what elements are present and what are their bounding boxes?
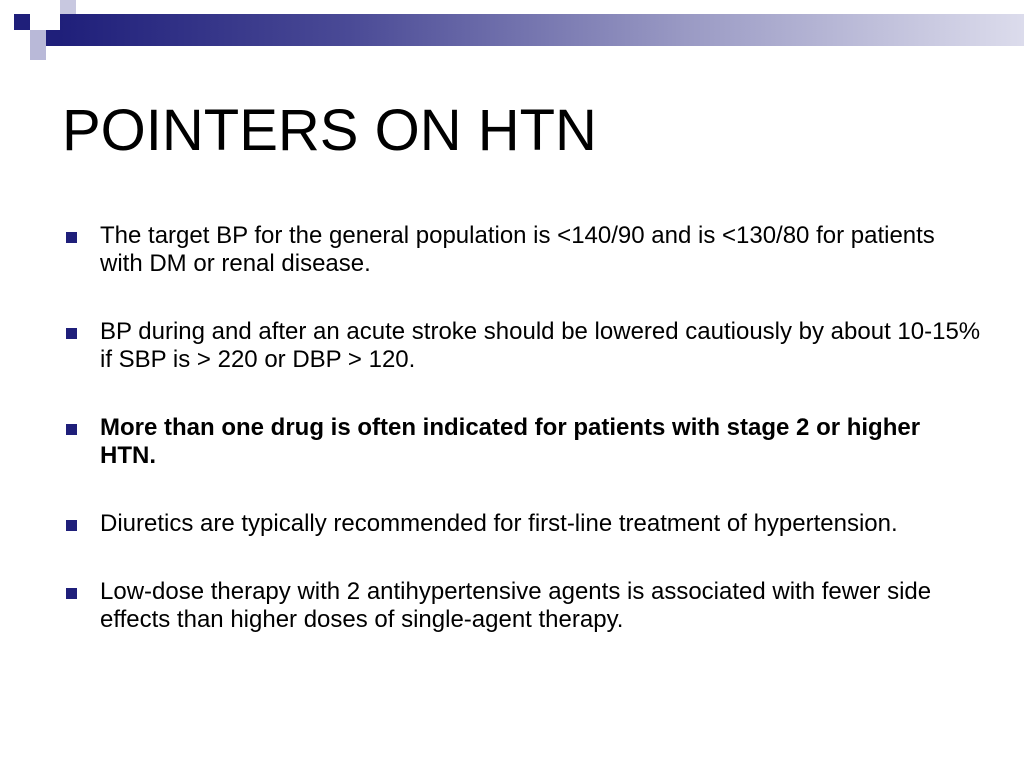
decorative-square xyxy=(30,46,46,60)
decorative-square xyxy=(14,30,30,46)
bullet-text: More than one drug is often indicated for patients with stage 2 or higher HTN. xyxy=(100,414,921,469)
square-bullet-icon xyxy=(66,424,77,435)
decorative-square xyxy=(14,14,30,30)
square-bullet-icon xyxy=(66,328,77,339)
square-bullet-icon xyxy=(66,232,77,243)
bullet-text: Low-dose therapy with 2 antihypertensive agents is associated with fewer side effects than higher doses of single-agent therapy. xyxy=(100,578,932,633)
square-bullet-icon xyxy=(66,588,77,599)
slide-title: POINTERS ON HTN xyxy=(62,98,597,163)
decorative-square xyxy=(46,14,60,28)
bullet-item xyxy=(62,414,982,470)
bullet-item xyxy=(62,578,982,634)
bullet-text: Diuretics are typically recommended for first-line treatment of hypertension. xyxy=(100,510,898,537)
decorative-square xyxy=(46,0,60,14)
bullet-item xyxy=(62,222,982,278)
square-bullet-icon xyxy=(66,520,77,531)
header-gradient-bar xyxy=(60,14,1024,46)
bullet-text: The target BP for the general population is <140/90 and is <130/80 for patients with DM or renal disease. xyxy=(100,222,935,277)
bullet-list xyxy=(62,222,982,674)
bullet-item xyxy=(62,318,982,374)
bullet-text: BP during and after an acute stroke should be lowered cautiously by about 10-15% if SBP is > 220 or DBP > 120. xyxy=(100,318,981,373)
decorative-square xyxy=(46,30,60,46)
decorative-square xyxy=(30,30,46,46)
decorative-square xyxy=(60,0,76,14)
bullet-item xyxy=(62,510,982,538)
